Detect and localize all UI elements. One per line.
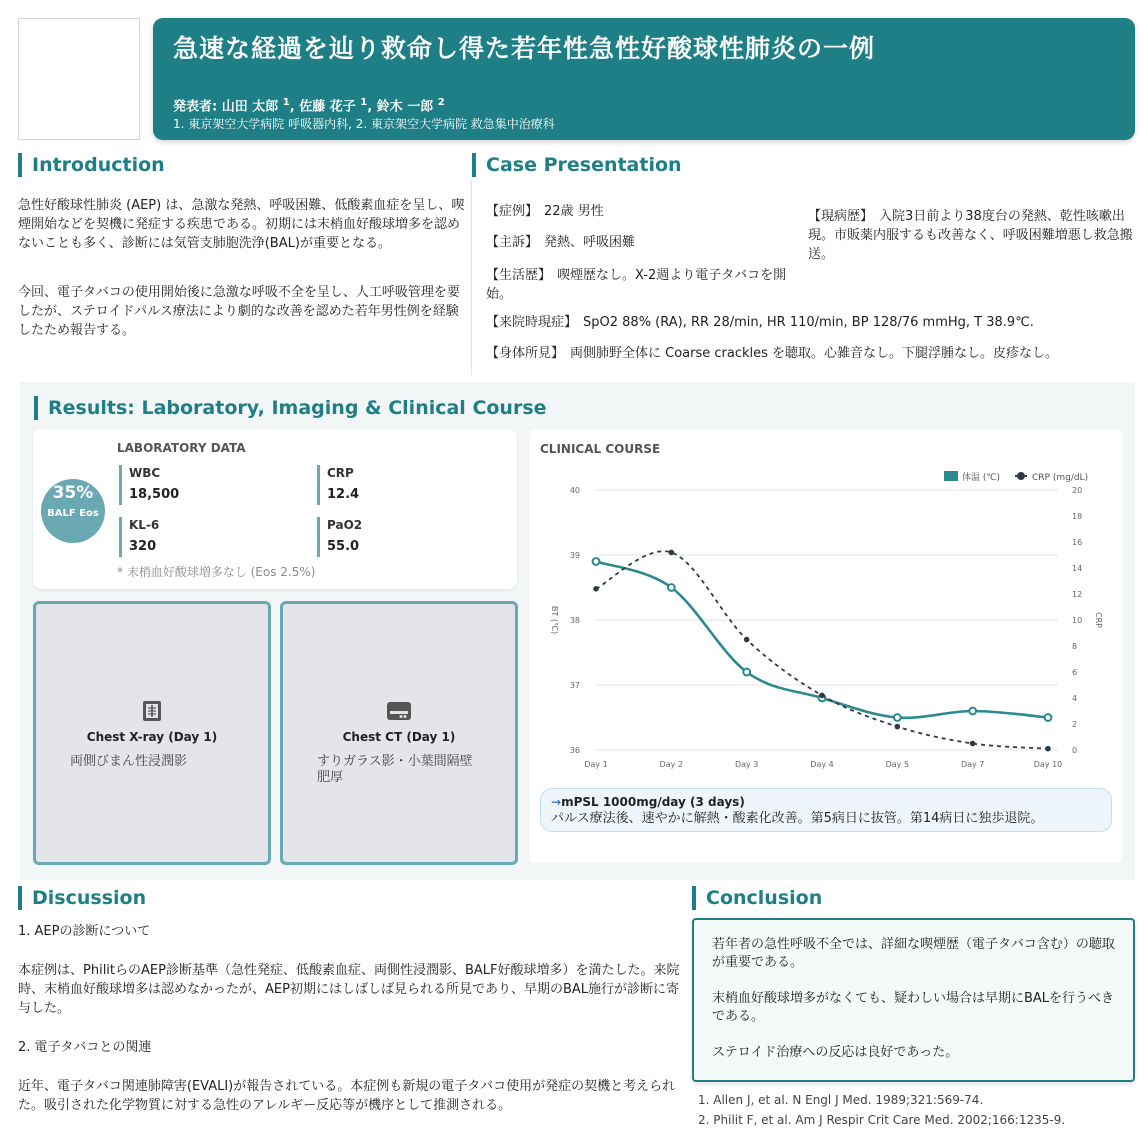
crp-point xyxy=(895,724,901,730)
treatment-text: パルス療法後、速やかに解熱・酸素化改善。第5病日に抜管。第14病日に独歩退院。 xyxy=(551,811,1044,826)
intro-paragraph: 急性好酸球性肺炎 (AEP) は、急激な発熱、呼吸困難、低酸素血症を呈し、喫煙開始などを契機に発症する疾患である。初期には末梢血好酸球増多を認めないことも多く、診断には気管支肺胞洗浄(BAL)が重要となる。 xyxy=(18,198,465,251)
case-value: SpO2 88% (RA), RR 28/min, HR 110/min, BP 128/76 mmHg, T 38.9℃. xyxy=(583,315,1034,330)
crp-point xyxy=(593,586,599,592)
y-right-tick-label: 10 xyxy=(1072,616,1083,625)
crp-line xyxy=(596,551,1048,748)
case-age-sex xyxy=(486,202,806,221)
x-tick-label: Day 10 xyxy=(1033,760,1063,769)
lab-value: 18,500 xyxy=(129,487,180,502)
reference-item: 1. Allen J, et al. N Engl J Med. 1989;321:569-74. xyxy=(698,1093,984,1107)
lab-key: WBC xyxy=(129,466,161,480)
logo-placeholder xyxy=(18,18,140,140)
heading-accent-bar xyxy=(472,153,476,177)
conclusion-box xyxy=(692,918,1135,1082)
y-left-axis-label: BT (℃) xyxy=(550,605,559,635)
balf-eos-percent: 35% xyxy=(52,483,94,503)
ct-scanner-icon xyxy=(386,700,412,722)
poster-header xyxy=(153,18,1135,140)
heading-accent-bar xyxy=(18,886,22,910)
discussion-body xyxy=(18,922,690,1115)
lab-key: CRP xyxy=(327,466,354,480)
heading-accent-bar xyxy=(18,153,22,177)
case-label: 【来院時現症】 xyxy=(486,315,578,330)
discussion-subheading: 1. AEPの診断について xyxy=(18,924,151,939)
case-physical-exam xyxy=(486,344,1134,363)
x-tick-label: Day 5 xyxy=(885,760,910,769)
case-life-history xyxy=(486,266,804,304)
poster-title: 急速な経過を辿り救命し得た若年性急性好酸球性肺炎の一例 xyxy=(173,34,876,63)
y-right-tick-label: 20 xyxy=(1072,486,1083,495)
lab-value: 320 xyxy=(129,539,157,554)
x-tick-label: Day 4 xyxy=(810,760,834,769)
case-label: 【症例】 xyxy=(486,204,539,219)
author-name: 佐藤 花子 xyxy=(299,99,356,115)
crp-point xyxy=(744,637,750,643)
heading-text: Results: Laboratory, Imaging & Clinical Course xyxy=(48,397,547,419)
x-tick-label: Day 3 xyxy=(734,760,759,769)
treatment-title xyxy=(551,794,1101,810)
column-divider xyxy=(471,180,472,375)
temperature-point xyxy=(894,714,901,721)
affiliations: 1. 東京架空大学病院 呼吸器内科, 2. 東京架空大学病院 救急集中治療科 xyxy=(173,117,555,132)
case-label: 【身体所見】 xyxy=(486,346,565,361)
heading-accent-bar xyxy=(34,396,38,420)
crp-point xyxy=(669,550,675,556)
treatment-title-text: mPSL 1000mg/day (3 days) xyxy=(561,795,745,809)
laboratory-card xyxy=(33,429,517,589)
lab-item-wbc xyxy=(119,465,179,505)
case-value: 発熱、呼吸困難 xyxy=(544,235,636,250)
author-separator: , xyxy=(289,99,300,115)
y-right-tick-label: 12 xyxy=(1072,590,1083,599)
chest-ct-card[interactable] xyxy=(280,601,518,865)
legend-swatch-temperature xyxy=(944,471,958,481)
introduction-body xyxy=(18,196,470,340)
temperature-point xyxy=(668,584,675,591)
temperature-point xyxy=(743,669,750,676)
introduction-heading xyxy=(18,152,165,178)
lab-footnote: * 末梢血好酸球増多なし (Eos 2.5%) xyxy=(117,565,316,579)
author-list xyxy=(173,94,1115,116)
case-value: 入院3日前より38度台の発熱、乾性咳嗽出現。市販薬内服するも改善なく、呼吸困難増悪し救急搬送。 xyxy=(808,209,1133,262)
balf-eos-caption: BALF Eos xyxy=(47,508,99,519)
case-vitals xyxy=(486,313,1134,332)
discussion-heading xyxy=(18,885,146,911)
temperature-point xyxy=(593,558,600,565)
balf-eos-badge xyxy=(41,479,105,543)
conclusion-point: 若年者の急性呼吸不全では、詳細な喫煙歴（電子タバコ含む）の聴取が重要である。 xyxy=(712,937,1115,970)
lab-title: LABORATORY DATA xyxy=(117,441,246,455)
case-label: 【生活歴】 xyxy=(486,268,552,283)
author-affiliation: 2 xyxy=(437,97,445,108)
temperature-point xyxy=(969,708,976,715)
crp-point xyxy=(1045,746,1051,752)
y-left-tick-label: 39 xyxy=(569,551,580,560)
y-right-tick-label: 16 xyxy=(1072,538,1083,547)
clinical-course-chart xyxy=(530,429,1122,789)
lab-item-kl6 xyxy=(119,517,159,557)
y-right-tick-label: 6 xyxy=(1072,668,1078,677)
y-right-tick-label: 0 xyxy=(1072,746,1078,755)
case-label: 【主訴】 xyxy=(486,235,539,250)
discussion-paragraph: 近年、電子タバコ関連肺障害(EVALI)が報告されている。本症例も新規の電子タバコ使用が発症の契機と考えられた。吸引された化学物質に対する急性のアレルギー反応等が機序として推測される。 xyxy=(18,1079,676,1113)
conclusion-point: 末梢血好酸球増多がなくても、疑わしい場合は早期にBALを行うべきである。 xyxy=(712,991,1115,1024)
discussion-subheading: 2. 電子タバコとの関連 xyxy=(18,1040,152,1055)
heading-text: Discussion xyxy=(32,887,147,909)
y-left-tick-label: 38 xyxy=(569,616,580,625)
references xyxy=(698,1090,1065,1130)
crp-point xyxy=(819,693,825,699)
author-name: 鈴木 一郎 xyxy=(376,99,434,115)
author-name: 山田 太郎 xyxy=(221,99,279,115)
case-complaint xyxy=(486,233,806,252)
conclusion-heading xyxy=(692,885,822,911)
lab-key: KL-6 xyxy=(129,518,160,532)
heading-accent-bar xyxy=(692,886,696,910)
x-tick-label: Day 1 xyxy=(584,760,608,769)
heading-text: Case Presentation xyxy=(486,154,682,176)
results-heading xyxy=(34,395,547,421)
y-right-tick-label: 4 xyxy=(1072,694,1078,703)
y-left-tick-label: 37 xyxy=(569,681,580,690)
xray-icon xyxy=(141,700,163,722)
ct-caption: Chest CT (Day 1) xyxy=(342,730,456,744)
lab-key: PaO2 xyxy=(327,518,363,532)
x-tick-label: Day 7 xyxy=(960,760,985,769)
y-right-tick-label: 14 xyxy=(1072,564,1083,573)
case-present-illness xyxy=(808,207,1134,264)
chart-title: CLINICAL COURSE xyxy=(540,442,661,456)
y-left-tick-label: 36 xyxy=(569,746,580,755)
xray-caption: Chest X-ray (Day 1) xyxy=(86,730,218,744)
y-left-tick-label: 40 xyxy=(569,486,580,495)
y-right-axis-label: CRP xyxy=(1094,612,1103,628)
intro-paragraph: 今回、電子タバコの使用開始後に急激な呼吸不全を呈し、人工呼吸管理を要したが、ステロイドパルス療法により劇的な改善を認めた若年男性例を経験したため報告する。 xyxy=(18,285,460,338)
case-heading xyxy=(472,152,682,178)
case-value: 両側肺野全体に Coarse crackles を聴取。心雑音なし。下腿浮腫なし。皮疹なし。 xyxy=(570,346,1059,361)
case-label: 【現病歴】 xyxy=(808,209,874,224)
lab-item-pao2 xyxy=(317,517,362,557)
author-separator: , xyxy=(367,99,377,115)
legend-label-crp: CRP (mg/dL) xyxy=(1032,473,1089,483)
heading-text: Conclusion xyxy=(706,887,823,909)
conclusion-point: ステロイド治療への反応は良好であった。 xyxy=(712,1045,959,1060)
lab-value: 12.4 xyxy=(327,487,360,502)
arrow-right-icon: → xyxy=(551,795,562,809)
case-value: 喫煙歴なし。X-2週より電子タバコを開始。 xyxy=(486,268,787,302)
temperature-point xyxy=(1045,714,1052,721)
legend-label-temperature: 体温 (℃) xyxy=(962,473,1000,483)
lab-item-crp xyxy=(317,465,359,505)
y-right-tick-label: 2 xyxy=(1072,720,1078,729)
y-right-tick-label: 8 xyxy=(1072,642,1078,651)
case-value: 22歳 男性 xyxy=(544,204,604,219)
ct-description: すりガラス影・小葉間隔壁肥厚 xyxy=(317,754,473,785)
chest-xray-card[interactable] xyxy=(33,601,271,865)
crp-point xyxy=(970,741,976,747)
authors-prefix: 発表者: xyxy=(173,99,222,115)
author-affiliation: 1 xyxy=(282,97,290,108)
discussion-paragraph: 本症例は、PhilitらのAEP診断基準（急性発症、低酸素血症、両側性浸潤影、BALF好酸球増多）を満たした。来院時、末梢血好酸球増多は認めなかったが、AEP初期にはしばしば見られる所見であり、早期のBAL施行が診断に寄与した。 xyxy=(18,963,680,1016)
y-right-tick-label: 18 xyxy=(1072,512,1083,521)
author-affiliation: 1 xyxy=(360,97,368,108)
lab-value: 55.0 xyxy=(327,539,360,554)
reference-item: 2. Philit F, et al. Am J Respir Crit Care Med. 2002;166:1235-9. xyxy=(698,1113,1066,1127)
x-tick-label: Day 2 xyxy=(659,760,684,769)
xray-description: 両側びまん性浸潤影 xyxy=(70,754,188,769)
treatment-callout xyxy=(540,788,1112,832)
heading-text: Introduction xyxy=(32,154,165,176)
